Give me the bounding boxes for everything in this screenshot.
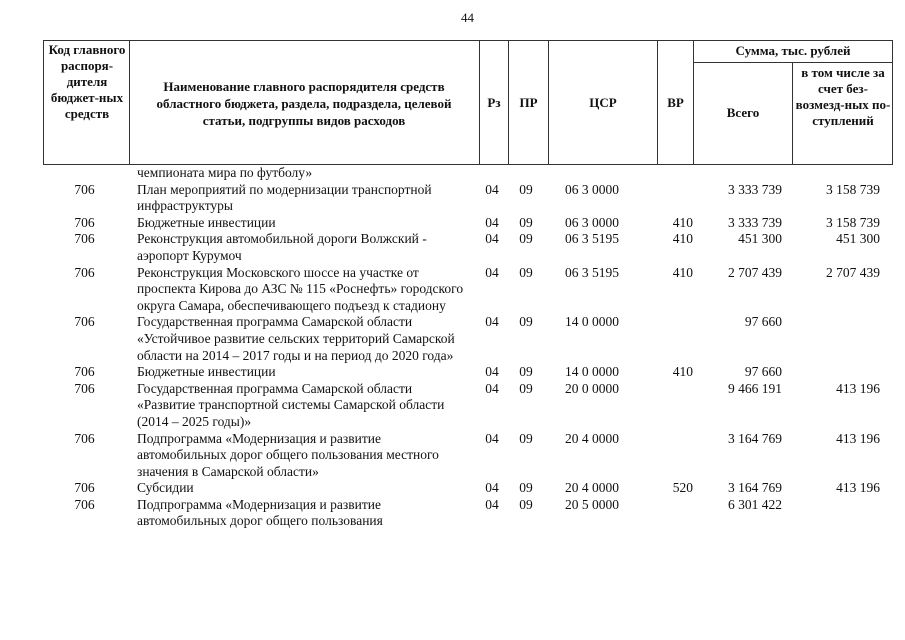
csr-cell: 20 0 0000: [565, 380, 619, 396]
total-cell: 3 333 739: [728, 214, 782, 230]
rz-cell: 04: [485, 231, 499, 247]
header-sum: Сумма, тыс. рублей: [735, 43, 851, 58]
total-cell: 9 466 191: [728, 380, 782, 396]
code-cell: 706: [74, 380, 95, 396]
header-total: Всего: [726, 105, 760, 120]
free-cell: 413 196: [836, 380, 880, 396]
csr-cell: 14 0 0000: [565, 314, 619, 330]
name-cell: Реконструкция Московского шоссе на участке от проспекта Кирова до АЗС № 115 «Роснефть» городского округа Самара, обеспечивающего подъезд к стадиону: [137, 264, 464, 313]
free-cell: 413 196: [836, 480, 880, 496]
vr-cell: 410: [672, 264, 693, 280]
code-cell: 706: [74, 264, 95, 280]
table-row: [43, 165, 893, 182]
csr-cell: 20 5 0000: [565, 496, 619, 512]
table-row: [43, 265, 893, 315]
rz-cell: 04: [485, 430, 499, 446]
name-cell: Государственная программа Самарской области «Развитие транспортной системы Самарской области (2014 – 2025 годы)»: [137, 380, 445, 429]
pr-cell: 09: [519, 264, 533, 280]
rz-cell: 04: [485, 214, 499, 230]
pr-cell: 09: [519, 496, 533, 512]
name-cell: Подпрограмма «Модернизация и развитие автомобильных дорог общего пользования: [137, 496, 383, 529]
name-cell: Государственная программа Самарской области «Устойчивое развитие сельских территорий Самарской области на 2014 – 2017 годы и на период до 2020 года»: [137, 314, 455, 363]
header-csr: ЦСР: [589, 95, 617, 110]
total-cell: 2 707 439: [728, 264, 782, 280]
total-cell: 3 164 769: [728, 480, 782, 496]
name-cell: Подпрограмма «Модернизация и развитие автомобильных дорог общего пользования местного значения в Самарской области»: [137, 430, 439, 479]
header-vr: ВР: [667, 95, 684, 110]
name-cell: Субсидии: [137, 480, 194, 496]
free-cell: 3 158 739: [826, 214, 880, 230]
csr-cell: 06 3 5195: [565, 264, 619, 280]
csr-cell: 20 4 0000: [565, 480, 619, 496]
table-row: [43, 480, 893, 497]
rz-cell: 04: [485, 314, 499, 330]
free-cell: 2 707 439: [826, 264, 880, 280]
name-cell: чемпионата мира по футболу»: [137, 165, 313, 180]
table-row: [43, 381, 893, 431]
name-cell: Бюджетные инвестиции: [137, 214, 276, 230]
rz-cell: 04: [485, 181, 499, 197]
code-cell: 706: [74, 480, 95, 496]
total-cell: 3 333 739: [728, 181, 782, 197]
pr-cell: 09: [519, 214, 533, 230]
table-row: [43, 215, 893, 232]
code-cell: 706: [74, 231, 95, 247]
code-cell: 706: [74, 214, 95, 230]
rz-cell: 04: [485, 380, 499, 396]
csr-cell: 06 3 0000: [565, 181, 619, 197]
total-cell: 97 660: [744, 314, 782, 330]
code-cell: 706: [74, 430, 95, 446]
pr-cell: 09: [519, 430, 533, 446]
vr-cell: 410: [672, 231, 693, 247]
name-cell: Реконструкция автомобильной дороги Волжский - аэропорт Курумоч: [137, 231, 427, 263]
code-cell: 706: [74, 314, 95, 330]
pr-cell: 09: [519, 314, 533, 330]
csr-cell: 14 0 0000: [565, 364, 619, 380]
table-header: [43, 40, 893, 165]
total-cell: 6 301 422: [728, 496, 782, 512]
table-body: [43, 165, 893, 530]
csr-cell: 06 3 0000: [565, 214, 619, 230]
rz-cell: 04: [485, 264, 499, 280]
total-cell: 3 164 769: [728, 430, 782, 446]
csr-cell: 20 4 0000: [565, 430, 619, 446]
total-cell: 451 300: [738, 231, 782, 247]
pr-cell: 09: [519, 364, 533, 380]
header-free: в том числе за счет без-возмезд-ных по-ступлений: [795, 65, 891, 128]
header-code: Код главного распоря-дителя бюджет-ных средств: [48, 42, 126, 121]
table-row: [43, 364, 893, 381]
code-cell: 706: [74, 496, 95, 512]
table-row: [43, 231, 893, 264]
pr-cell: 09: [519, 380, 533, 396]
name-cell: План мероприятий по модернизации транспортной инфраструктуры: [137, 181, 432, 214]
free-cell: 3 158 739: [826, 181, 880, 197]
table-row: [43, 182, 893, 215]
page-number: 44: [461, 10, 474, 25]
csr-cell: 06 3 5195: [565, 231, 619, 247]
rz-cell: 04: [485, 496, 499, 512]
pr-cell: 09: [519, 480, 533, 496]
vr-cell: 410: [672, 364, 693, 380]
table-row: [43, 314, 893, 364]
rz-cell: 04: [485, 364, 499, 380]
free-cell: 451 300: [836, 231, 880, 247]
code-cell: 706: [74, 181, 95, 197]
total-cell: 97 660: [744, 364, 782, 380]
name-cell: Бюджетные инвестиции: [137, 364, 276, 380]
header-pr: ПР: [519, 95, 538, 110]
code-cell: 706: [74, 364, 95, 380]
vr-cell: 520: [672, 480, 693, 496]
free-cell: 413 196: [836, 430, 880, 446]
table-row: [43, 497, 893, 530]
vr-cell: 410: [672, 214, 693, 230]
header-name: Наименование главного распорядителя средств областного бюджета, раздела, подраздела, целевой статьи, подгруппы видов расходов: [156, 79, 452, 128]
table-row: [43, 431, 893, 481]
pr-cell: 09: [519, 231, 533, 247]
rz-cell: 04: [485, 480, 499, 496]
pr-cell: 09: [519, 181, 533, 197]
header-rz: Рз: [487, 95, 501, 110]
